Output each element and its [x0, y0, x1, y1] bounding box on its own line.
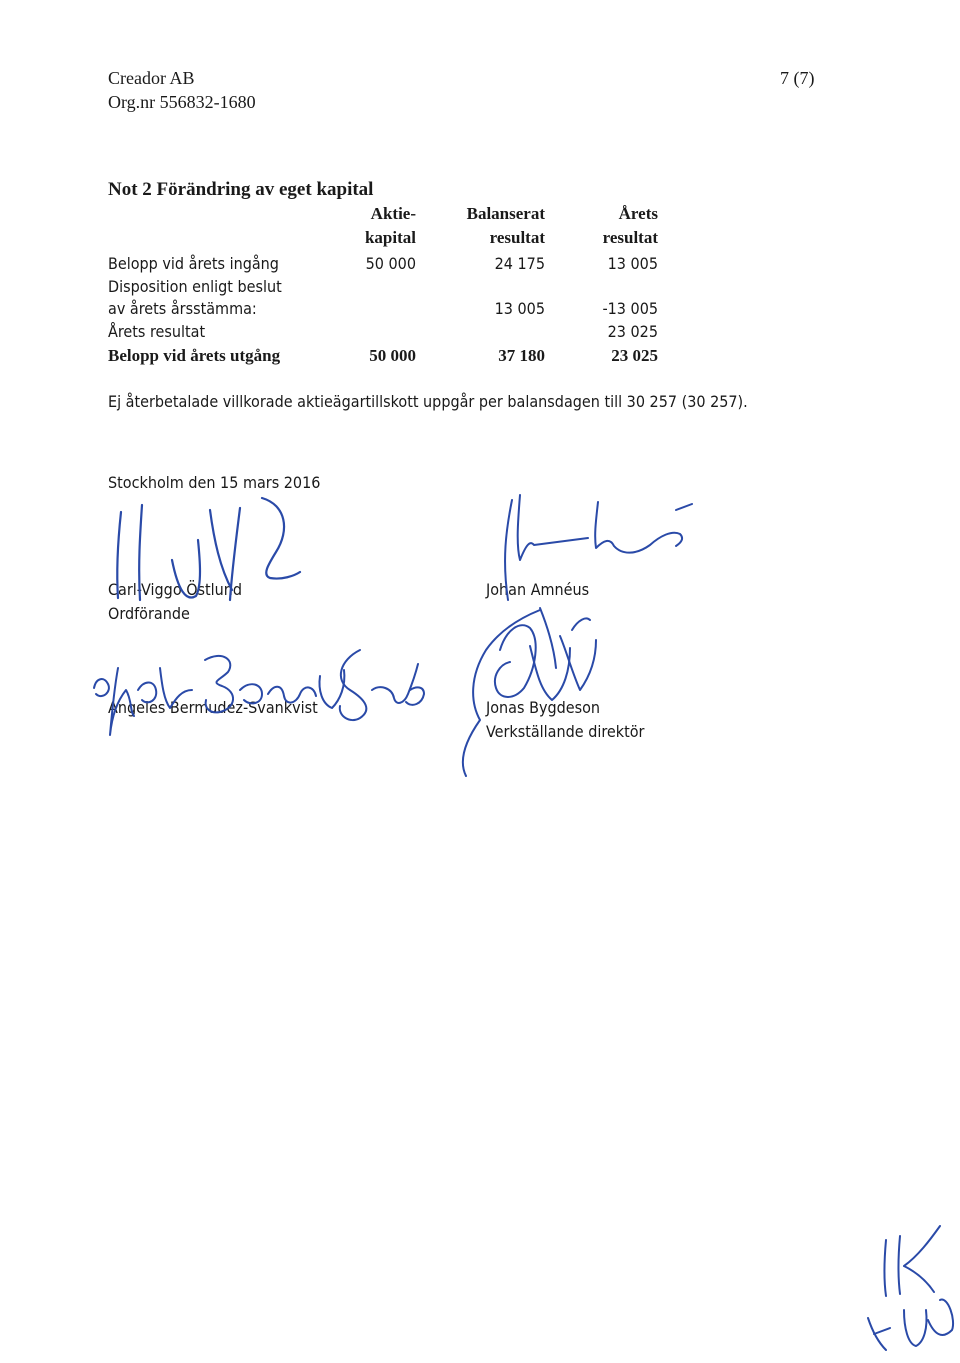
- shareholder-contribution-note: Ej återbetalade villkorade aktieägartillskott uppgår per balansdagen till 30 257 (30 257).: [108, 392, 748, 411]
- initials-stamp: [868, 1226, 953, 1350]
- col-header-balanserat-2: resultat: [489, 228, 545, 247]
- signer-name-2: Johan Amnéus: [486, 580, 590, 599]
- signer-name-4: Jonas Bygdeson: [486, 698, 601, 717]
- company-name: Creador AB: [108, 68, 195, 88]
- signer-name-1: Carl-Viggo Östlund: [108, 580, 243, 599]
- cell-opening-arets: 13 005: [607, 254, 658, 273]
- signature-jonas-bygdeson: [463, 608, 596, 776]
- row-label-disposition-1: Disposition enligt beslut: [108, 277, 282, 296]
- col-header-arets-1: Årets: [618, 204, 658, 223]
- page-number: 7 (7): [780, 68, 815, 88]
- col-header-balanserat-1: Balanserat: [466, 204, 545, 223]
- cell-closing-arets: 23 025: [611, 346, 658, 365]
- place-date: Stockholm den 15 mars 2016: [108, 473, 321, 492]
- cell-opening-balanserat: 24 175: [494, 254, 545, 273]
- signature-angeles-bermudez: [94, 650, 424, 735]
- col-header-aktiekapital-2: kapital: [364, 228, 416, 247]
- row-label-opening: Belopp vid årets ingång: [108, 254, 279, 273]
- org-number: Org.nr 556832-1680: [108, 92, 256, 112]
- cell-disposition-arets: -13 005: [602, 299, 658, 318]
- col-header-arets-2: resultat: [602, 228, 658, 247]
- signer-role-4: Verkställande direktör: [486, 722, 645, 741]
- note-title: Not 2 Förändring av eget kapital: [108, 179, 374, 200]
- cell-opening-aktiekapital: 50 000: [365, 254, 416, 273]
- cell-result-arets: 23 025: [607, 322, 658, 341]
- col-header-aktiekapital-1: Aktie-: [370, 204, 416, 223]
- cell-closing-balanserat: 37 180: [498, 346, 545, 365]
- signer-role-1: Ordförande: [108, 604, 190, 623]
- row-label-closing: Belopp vid årets utgång: [108, 346, 281, 365]
- signer-name-3: Angeles Bermudez-Svankvist: [108, 698, 318, 717]
- cell-disposition-balanserat: 13 005: [494, 299, 545, 318]
- row-label-disposition-2: av årets årsstämma:: [108, 299, 257, 318]
- row-label-arets-resultat: Årets resultat: [108, 322, 206, 341]
- cell-closing-aktiekapital: 50 000: [369, 346, 416, 365]
